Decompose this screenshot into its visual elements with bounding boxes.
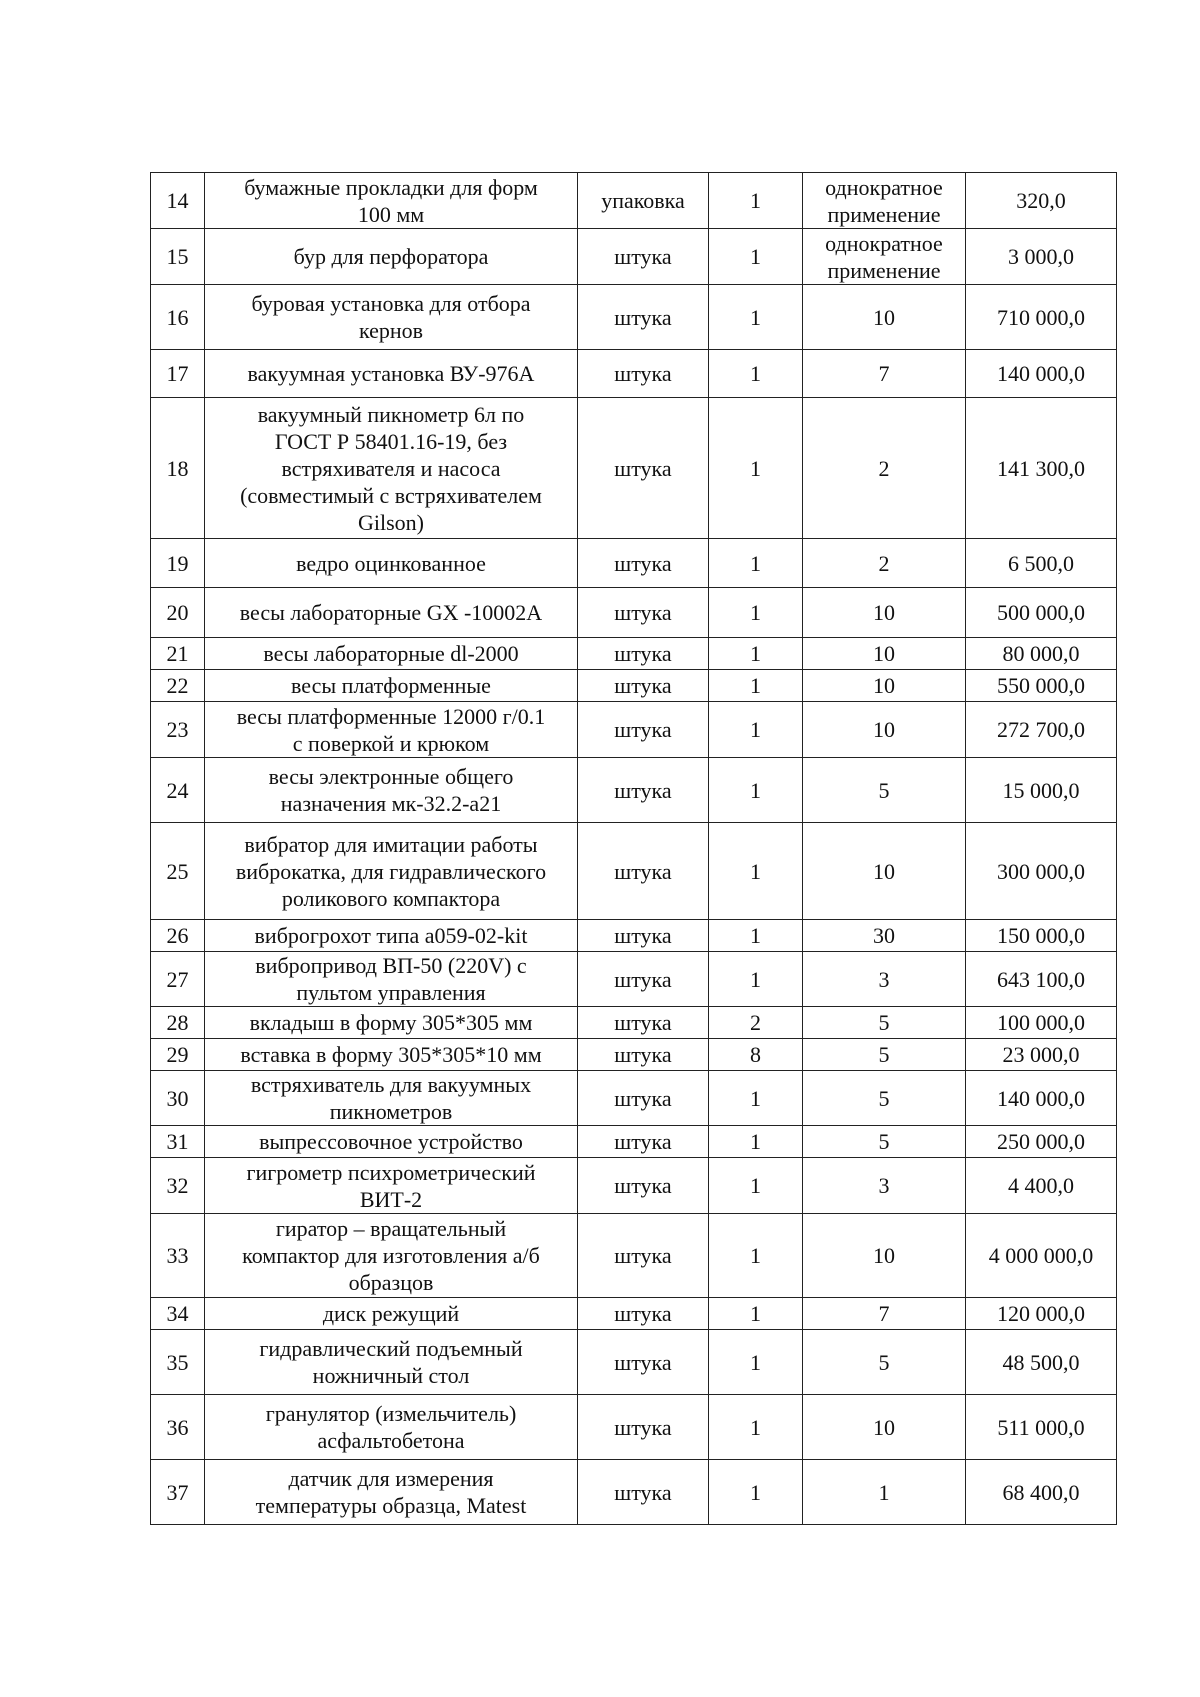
- table-row: [151, 1007, 1117, 1039]
- table-row: [151, 1039, 1117, 1071]
- row-number: 37: [151, 1460, 205, 1525]
- table-row: [151, 1460, 1117, 1525]
- item-price: 140 000,0: [966, 350, 1117, 398]
- item-service-life: 10: [803, 702, 966, 758]
- item-service-life: однократное применение: [803, 229, 966, 285]
- item-price: 68 400,0: [966, 1460, 1117, 1525]
- item-quantity: 1: [709, 758, 803, 823]
- row-number: 27: [151, 952, 205, 1007]
- item-service-life: 5: [803, 1330, 966, 1395]
- item-quantity: 1: [709, 1460, 803, 1525]
- row-number: 21: [151, 638, 205, 670]
- row-number: 32: [151, 1158, 205, 1214]
- item-price: 550 000,0: [966, 670, 1117, 702]
- item-name: встряхиватель для вакуумных пикнометров: [205, 1071, 578, 1126]
- item-price: 100 000,0: [966, 1007, 1117, 1039]
- item-service-life: 10: [803, 285, 966, 350]
- item-service-life: 10: [803, 670, 966, 702]
- row-number: 36: [151, 1395, 205, 1460]
- item-name: бур для перфоратора: [205, 229, 578, 285]
- item-name: гиратор – вращательный компактор для изготовления а/б образцов: [205, 1214, 578, 1298]
- table-row: [151, 173, 1117, 229]
- table-row: [151, 1071, 1117, 1126]
- item-quantity: 1: [709, 1071, 803, 1126]
- row-number: 31: [151, 1126, 205, 1158]
- table-row: [151, 670, 1117, 702]
- table-row: [151, 952, 1117, 1007]
- item-price: 320,0: [966, 173, 1117, 229]
- row-number: 15: [151, 229, 205, 285]
- item-name: вибропривод ВП-50 (220V) с пультом управления: [205, 952, 578, 1007]
- item-price: 4 400,0: [966, 1158, 1117, 1214]
- item-price: 500 000,0: [966, 588, 1117, 638]
- item-service-life: 30: [803, 920, 966, 952]
- table-row: [151, 823, 1117, 920]
- table-row: [151, 920, 1117, 952]
- row-number: 17: [151, 350, 205, 398]
- item-name: весы электронные общего назначения мк-32.2-а21: [205, 758, 578, 823]
- item-unit: штука: [578, 670, 709, 702]
- item-unit: штука: [578, 398, 709, 539]
- item-unit: штука: [578, 285, 709, 350]
- item-service-life: 7: [803, 350, 966, 398]
- item-unit: штука: [578, 1298, 709, 1330]
- item-quantity: 1: [709, 229, 803, 285]
- item-price: 80 000,0: [966, 638, 1117, 670]
- item-name: выпрессовочное устройство: [205, 1126, 578, 1158]
- item-service-life: 5: [803, 1126, 966, 1158]
- item-quantity: 1: [709, 588, 803, 638]
- row-number: 34: [151, 1298, 205, 1330]
- item-service-life: 10: [803, 1214, 966, 1298]
- item-name: бумажные прокладки для форм 100 мм: [205, 173, 578, 229]
- item-name: гранулятор (измельчитель) асфальтобетона: [205, 1395, 578, 1460]
- item-unit: штука: [578, 1039, 709, 1071]
- row-number: 23: [151, 702, 205, 758]
- item-name: весы лабораторные dl-2000: [205, 638, 578, 670]
- item-unit: штука: [578, 920, 709, 952]
- item-price: 141 300,0: [966, 398, 1117, 539]
- item-price: 250 000,0: [966, 1126, 1117, 1158]
- item-price: 272 700,0: [966, 702, 1117, 758]
- item-price: 140 000,0: [966, 1071, 1117, 1126]
- item-unit: штука: [578, 1330, 709, 1395]
- row-number: 30: [151, 1071, 205, 1126]
- item-service-life: 10: [803, 823, 966, 920]
- item-quantity: 1: [709, 702, 803, 758]
- table-row: [151, 539, 1117, 588]
- item-quantity: 1: [709, 920, 803, 952]
- item-service-life: 10: [803, 588, 966, 638]
- table-row: [151, 1214, 1117, 1298]
- table-row: [151, 1395, 1117, 1460]
- item-price: 300 000,0: [966, 823, 1117, 920]
- row-number: 19: [151, 539, 205, 588]
- item-quantity: 1: [709, 823, 803, 920]
- item-unit: штука: [578, 229, 709, 285]
- item-name: весы платформенные 12000 г/0.1 с поверкой и крюком: [205, 702, 578, 758]
- row-number: 24: [151, 758, 205, 823]
- table-row: [151, 1126, 1117, 1158]
- item-name: вставка в форму 305*305*10 мм: [205, 1039, 578, 1071]
- item-quantity: 1: [709, 638, 803, 670]
- item-quantity: 1: [709, 539, 803, 588]
- item-name: ведро оцинкованное: [205, 539, 578, 588]
- item-service-life: 10: [803, 1395, 966, 1460]
- item-unit: штука: [578, 1158, 709, 1214]
- item-service-life: 1: [803, 1460, 966, 1525]
- item-unit: штука: [578, 1126, 709, 1158]
- item-price: 23 000,0: [966, 1039, 1117, 1071]
- item-unit: штука: [578, 588, 709, 638]
- item-quantity: 1: [709, 285, 803, 350]
- item-unit: штука: [578, 758, 709, 823]
- item-name: весы платформенные: [205, 670, 578, 702]
- item-quantity: 1: [709, 1298, 803, 1330]
- item-service-life: 3: [803, 952, 966, 1007]
- table-row: [151, 1298, 1117, 1330]
- item-name: диск режущий: [205, 1298, 578, 1330]
- row-number: 28: [151, 1007, 205, 1039]
- item-quantity: 1: [709, 1330, 803, 1395]
- item-price: 511 000,0: [966, 1395, 1117, 1460]
- item-price: 150 000,0: [966, 920, 1117, 952]
- table-row: [151, 350, 1117, 398]
- row-number: 18: [151, 398, 205, 539]
- item-unit: штука: [578, 952, 709, 1007]
- table-row: [151, 1158, 1117, 1214]
- item-price: 6 500,0: [966, 539, 1117, 588]
- item-price: 3 000,0: [966, 229, 1117, 285]
- item-quantity: 1: [709, 350, 803, 398]
- item-unit: штука: [578, 1214, 709, 1298]
- item-quantity: 8: [709, 1039, 803, 1071]
- item-price: 643 100,0: [966, 952, 1117, 1007]
- item-name: виброгрохот типа а059-02-kit: [205, 920, 578, 952]
- item-service-life: однократное применение: [803, 173, 966, 229]
- item-service-life: 2: [803, 539, 966, 588]
- table-row: [151, 702, 1117, 758]
- item-service-life: 5: [803, 758, 966, 823]
- item-unit: упаковка: [578, 173, 709, 229]
- item-price: 120 000,0: [966, 1298, 1117, 1330]
- item-service-life: 5: [803, 1071, 966, 1126]
- table-row: [151, 758, 1117, 823]
- item-price: 710 000,0: [966, 285, 1117, 350]
- table-row: [151, 1330, 1117, 1395]
- item-name: вакуумная установка ВУ-976А: [205, 350, 578, 398]
- item-quantity: 1: [709, 1395, 803, 1460]
- row-number: 22: [151, 670, 205, 702]
- table-row: [151, 398, 1117, 539]
- item-name: вибратор для имитации работы виброкатка, для гидравлического роликового компактора: [205, 823, 578, 920]
- item-unit: штука: [578, 1071, 709, 1126]
- item-quantity: 2: [709, 1007, 803, 1039]
- equipment-table: [150, 172, 1117, 1525]
- item-price: 15 000,0: [966, 758, 1117, 823]
- item-unit: штука: [578, 1395, 709, 1460]
- item-name: вакуумный пикнометр 6л по ГОСТ Р 58401.16-19, без встряхивателя и насоса (совместимый с встряхивателем Gilson): [205, 398, 578, 539]
- item-name: гигрометр психрометрический ВИТ-2: [205, 1158, 578, 1214]
- item-quantity: 1: [709, 1214, 803, 1298]
- item-price: 48 500,0: [966, 1330, 1117, 1395]
- item-service-life: 3: [803, 1158, 966, 1214]
- item-quantity: 1: [709, 952, 803, 1007]
- item-name: вкладыш в форму 305*305 мм: [205, 1007, 578, 1039]
- item-unit: штука: [578, 823, 709, 920]
- item-unit: штука: [578, 702, 709, 758]
- equipment-table-body: [151, 173, 1117, 1525]
- item-quantity: 1: [709, 173, 803, 229]
- item-unit: штука: [578, 638, 709, 670]
- item-name: буровая установка для отбора кернов: [205, 285, 578, 350]
- item-quantity: 1: [709, 1158, 803, 1214]
- table-row: [151, 229, 1117, 285]
- row-number: 14: [151, 173, 205, 229]
- item-service-life: 10: [803, 638, 966, 670]
- item-quantity: 1: [709, 398, 803, 539]
- item-service-life: 5: [803, 1007, 966, 1039]
- item-service-life: 5: [803, 1039, 966, 1071]
- row-number: 16: [151, 285, 205, 350]
- item-price: 4 000 000,0: [966, 1214, 1117, 1298]
- row-number: 20: [151, 588, 205, 638]
- item-quantity: 1: [709, 670, 803, 702]
- item-name: датчик для измерения температуры образца, Matest: [205, 1460, 578, 1525]
- item-name: весы лабораторные GX -10002A: [205, 588, 578, 638]
- row-number: 35: [151, 1330, 205, 1395]
- row-number: 33: [151, 1214, 205, 1298]
- item-quantity: 1: [709, 1126, 803, 1158]
- item-service-life: 7: [803, 1298, 966, 1330]
- table-row: [151, 588, 1117, 638]
- table-row: [151, 638, 1117, 670]
- row-number: 29: [151, 1039, 205, 1071]
- row-number: 25: [151, 823, 205, 920]
- item-service-life: 2: [803, 398, 966, 539]
- item-unit: штука: [578, 1007, 709, 1039]
- item-unit: штука: [578, 1460, 709, 1525]
- row-number: 26: [151, 920, 205, 952]
- item-unit: штука: [578, 539, 709, 588]
- item-unit: штука: [578, 350, 709, 398]
- item-name: гидравлический подъемный ножничный стол: [205, 1330, 578, 1395]
- table-row: [151, 285, 1117, 350]
